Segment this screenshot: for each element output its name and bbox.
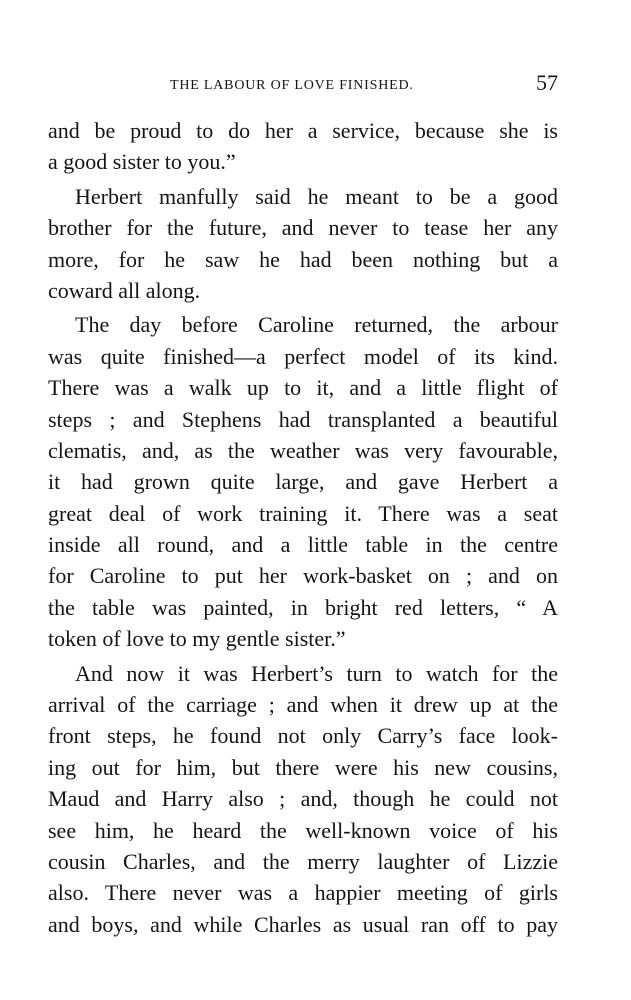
text-line: was quite finished—a perfect model of its kind. [48,343,558,369]
text-line: more, for he saw he had been nothing but a [48,246,558,272]
text-line: a good sister to you.” [48,149,236,175]
text-line: The day before Caroline returned, the arbour [75,312,558,338]
text-line: inside all round, and a little table in the centre [48,532,558,558]
text-line: cousin Charles, and the merry laughter of Lizzie [48,848,558,874]
text-line: There was a walk up to it, and a little flight of [48,375,558,401]
text-line: Herbert manfully said he meant to be a good [75,183,558,209]
text-line: ing out for him, but there were his new cousins, [48,754,558,780]
text-line: also. There never was a happier meeting of girls [48,880,558,906]
page-number: 57 [536,70,558,95]
text-line: token of love to my gentle sister.” [48,626,346,652]
text-line: brother for the future, and never to tease her any [48,215,558,241]
text-line: steps ; and Stephens had transplanted a beautiful [48,406,558,432]
text-line: coward all along. [48,277,201,303]
text-line: arrival of the carriage ; and when it drew up at the [48,692,558,718]
text-line: it had grown quite large, and gave Herbert a [48,469,558,495]
body-text [48,115,558,940]
text-line: and be proud to do her a service, because she is [48,118,558,143]
text-line: for Caroline to put her work-basket on ; and on [48,563,558,589]
text-line: the table was painted, in bright red letters, “ A [48,594,558,620]
text-line: front steps, he found not only Carry’s face look- [48,723,558,749]
text-line: clematis, and, as the weather was very favourable, [48,437,558,463]
text-line: see him, he heard the well-known voice of his [48,817,558,843]
text-line: And now it was Herbert’s turn to watch for the [75,660,558,686]
text-line: and boys, and while Charles as usual ran off to pay [48,911,558,937]
running-head [48,68,558,98]
running-title: THE LABOUR OF LOVE FINISHED. [170,78,414,93]
text-line: Maud and Harry also ; and, though he could not [48,786,558,812]
text-line: great deal of work training it. There was a seat [48,500,558,526]
